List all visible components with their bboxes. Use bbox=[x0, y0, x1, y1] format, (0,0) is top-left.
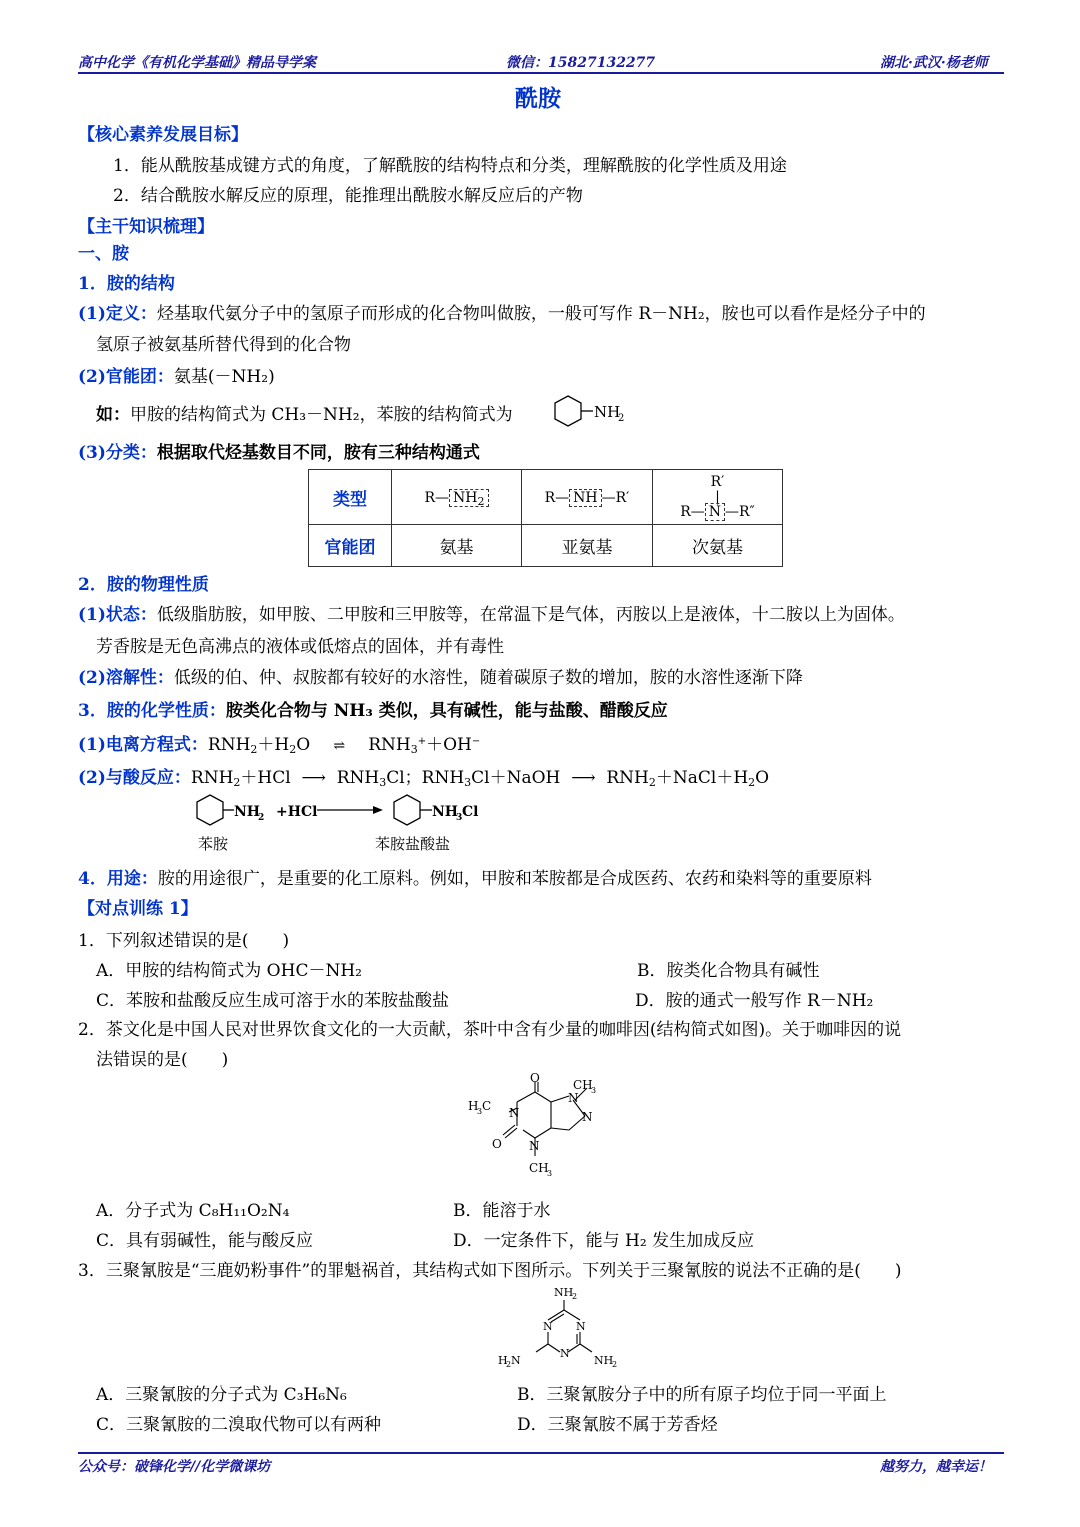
state-cont: 芳香胺是无色高沸点的液体或低熔点的固体，并有毒性 bbox=[96, 637, 504, 657]
svg-text:2: 2 bbox=[618, 413, 625, 424]
table-head-group: 官能团 bbox=[309, 525, 392, 567]
svg-text:3: 3 bbox=[547, 1169, 553, 1178]
svg-text:3: 3 bbox=[477, 1107, 483, 1116]
structure-tertiary: R′ | R— N —R″ bbox=[653, 470, 783, 525]
table-head-type: 类型 bbox=[309, 470, 392, 525]
svg-text:2: 2 bbox=[506, 1360, 512, 1369]
option-d: D．一定条件下，能与 H₂ 发生加成反应 bbox=[453, 1231, 755, 1251]
label: (2)溶解性： bbox=[78, 668, 174, 688]
text: 胺类化合物与 NH₃ 类似，具有碱性，能与盐酸、醋酸反应 bbox=[225, 701, 668, 721]
aniline-structure bbox=[548, 392, 630, 432]
svg-text:H: H bbox=[498, 1354, 508, 1367]
option-c: C．三聚氰胺的二溴取代物可以有两种 bbox=[96, 1415, 382, 1435]
uses bbox=[78, 864, 872, 889]
label: (1)电离方程式： bbox=[78, 735, 208, 755]
functional-group bbox=[78, 362, 275, 387]
question-stem: 2．茶文化是中国人民对世界饮食文化的一大贡献，茶叶中含有少量的咖啡因(结构简式如图)。关于咖啡因的说 bbox=[78, 1020, 902, 1040]
goals-heading: 【核心素养发展目标】 bbox=[78, 125, 248, 145]
svg-text:NH: NH bbox=[554, 1286, 574, 1299]
label: (1)状态： bbox=[78, 605, 157, 625]
header-right: 湖北·武汉·杨老师 bbox=[880, 55, 988, 71]
svg-text:CH: CH bbox=[529, 1161, 549, 1175]
solubility bbox=[78, 663, 803, 688]
svg-text:+HCl: +HCl bbox=[276, 804, 318, 820]
definition bbox=[78, 299, 926, 324]
option-b: B．能溶于水 bbox=[453, 1201, 551, 1221]
section-title: 3．胺的化学性质： bbox=[78, 701, 226, 721]
label: (2)官能团： bbox=[78, 367, 174, 387]
section-title: 4．用途： bbox=[78, 869, 158, 889]
header-rule bbox=[78, 72, 1004, 74]
question-stem: 1．下列叙述错误的是( ) bbox=[78, 931, 290, 951]
option-d: D．胺的通式一般写作 R－NH₂ bbox=[635, 991, 874, 1011]
table-cell: 次氨基 bbox=[653, 525, 783, 567]
part-heading: 一、胺 bbox=[78, 244, 129, 264]
svg-text:N: N bbox=[543, 1320, 553, 1333]
text: 低级脂肪胺，如甲胺、二甲胺和三甲胺等，在常温下是气体，丙胺以上是液体，十二胺以上为固体。 bbox=[156, 605, 905, 625]
text: 低级的伯、仲、叔胺都有较好的水溶性，随着碳原子数的增加，胺的水溶性逐渐下降 bbox=[173, 668, 803, 688]
svg-text:N: N bbox=[529, 1139, 540, 1153]
svg-text:H: H bbox=[468, 1099, 479, 1113]
question-stem-cont: 法错误的是( ) bbox=[96, 1050, 229, 1070]
example bbox=[96, 400, 513, 425]
option-d: D．三聚氰胺不属于芳香烃 bbox=[517, 1415, 718, 1435]
svg-text:C: C bbox=[482, 1099, 492, 1113]
text: 甲胺的结构简式为 CH₃－NH₂，苯胺的结构简式为 bbox=[130, 405, 513, 425]
classification bbox=[78, 438, 480, 463]
label: 如： bbox=[96, 405, 130, 425]
amine-classification-table bbox=[308, 469, 783, 567]
label: (2)与酸反应： bbox=[78, 768, 191, 788]
footer-rule bbox=[78, 1452, 1004, 1454]
structure-secondary: R— NH —R′ bbox=[522, 470, 653, 525]
melamine-structure bbox=[488, 1282, 628, 1374]
option-b: B．胺类化合物具有碱性 bbox=[637, 961, 820, 981]
section-title: 2．胺的物理性质 bbox=[78, 575, 209, 595]
text: 胺的用途很广，是重要的化工原料。例如，甲胺和苯胺都是合成医药、农药和染料等的重要原料 bbox=[157, 869, 872, 889]
svg-text:2: 2 bbox=[258, 813, 265, 823]
option-b: B．三聚氰胺分子中的所有原子均位于同一平面上 bbox=[517, 1385, 887, 1405]
svg-text:N: N bbox=[509, 1106, 520, 1120]
table-cell: 亚氨基 bbox=[522, 525, 653, 567]
salt-label: 苯胺盐酸盐 bbox=[375, 835, 451, 853]
caffeine-structure bbox=[465, 1072, 615, 1188]
svg-text:NH: NH bbox=[234, 804, 261, 820]
svg-text:O: O bbox=[492, 1137, 502, 1151]
option-a: A．三聚氰胺的分子式为 C₃H₆N₆ bbox=[96, 1385, 347, 1405]
header-center: 微信：15827132277 bbox=[506, 55, 656, 71]
svg-text:N: N bbox=[582, 1110, 593, 1124]
text: 根据取代烃基数目不同，胺有三种结构通式 bbox=[156, 443, 480, 463]
svg-text:NH: NH bbox=[594, 403, 621, 421]
label: (1)定义： bbox=[78, 304, 157, 324]
svg-text:CH: CH bbox=[573, 1078, 593, 1092]
svg-text:O: O bbox=[530, 1072, 540, 1085]
option-a: A．甲胺的结构简式为 OHC－NH₂ bbox=[96, 961, 362, 981]
state bbox=[78, 600, 905, 625]
svg-text:2: 2 bbox=[572, 1292, 578, 1301]
svg-text:N: N bbox=[576, 1320, 586, 1333]
svg-text:Cl: Cl bbox=[462, 804, 479, 820]
svg-text:N: N bbox=[560, 1347, 570, 1360]
aniline-hcl-equation bbox=[190, 792, 490, 832]
structure-primary: R— $NH_2$ bbox=[392, 470, 522, 525]
table-cell: 氨基 bbox=[392, 525, 522, 567]
option-a: A．分子式为 C₈H₁₁O₂N₄ bbox=[96, 1201, 290, 1221]
practice-heading: 【对点训练 1】 bbox=[78, 899, 198, 919]
text: 烃基取代氨分子中的氢原子而形成的化合物叫做胺，一般可写作 R－NH₂，胺也可以看作是烃分子中的 bbox=[156, 304, 926, 324]
ionization: (1)电离方程式：$RNH_2+H_2O$ ⇌ $RNH_3^++OH^-$ bbox=[78, 735, 481, 756]
footer-right: 越努力，越幸运！ bbox=[880, 1459, 992, 1475]
svg-text:N: N bbox=[511, 1354, 521, 1367]
svg-text:NH: NH bbox=[594, 1354, 614, 1367]
acid-reaction: (2)与酸反应：$RNH_2+HCl$ ⟶ $RNH_3Cl$；$RNH_3Cl+NaOH$ ⟶ $RNH_2+NaCl+H_2O$ bbox=[78, 768, 770, 789]
footer-left: 公众号：破锋化学//化学微课坊 bbox=[78, 1459, 271, 1475]
goal-item: 1．能从酰胺基成键方式的角度，了解酰胺的结构特点和分类，理解酰胺的化学性质及用途 bbox=[113, 156, 787, 176]
header-left: 高中化学《有机化学基础》精品导学案 bbox=[78, 55, 316, 71]
aniline-label: 苯胺 bbox=[198, 835, 229, 853]
label: (3)分类： bbox=[78, 443, 157, 463]
knowledge-heading: 【主干知识梳理】 bbox=[78, 217, 214, 237]
svg-text:2: 2 bbox=[612, 1360, 618, 1369]
question-stem: 3．三聚氰胺是“三鹿奶粉事件”的罪魁祸首，其结构式如下图所示。下列关于三聚氰胺的说法不正确的是( ) bbox=[78, 1261, 902, 1281]
definition-cont: 氢原子被氨基所替代得到的化合物 bbox=[96, 335, 351, 355]
svg-text:N: N bbox=[568, 1091, 579, 1105]
svg-text:NH: NH bbox=[432, 804, 459, 820]
svg-text:3: 3 bbox=[456, 813, 463, 823]
svg-text:3: 3 bbox=[591, 1086, 597, 1095]
goal-item: 2．结合酰胺水解反应的原理，能推理出酰胺水解反应后的产物 bbox=[113, 186, 583, 206]
page-title: 酰胺 bbox=[515, 85, 561, 112]
option-c: C．具有弱碱性，能与酸反应 bbox=[96, 1231, 314, 1251]
section-title: 1．胺的结构 bbox=[78, 274, 175, 294]
option-c: C．苯胺和盐酸反应生成可溶于水的苯胺盐酸盐 bbox=[96, 991, 450, 1011]
chemical-properties bbox=[78, 696, 668, 721]
text: 氨基(－NH₂) bbox=[173, 367, 275, 387]
